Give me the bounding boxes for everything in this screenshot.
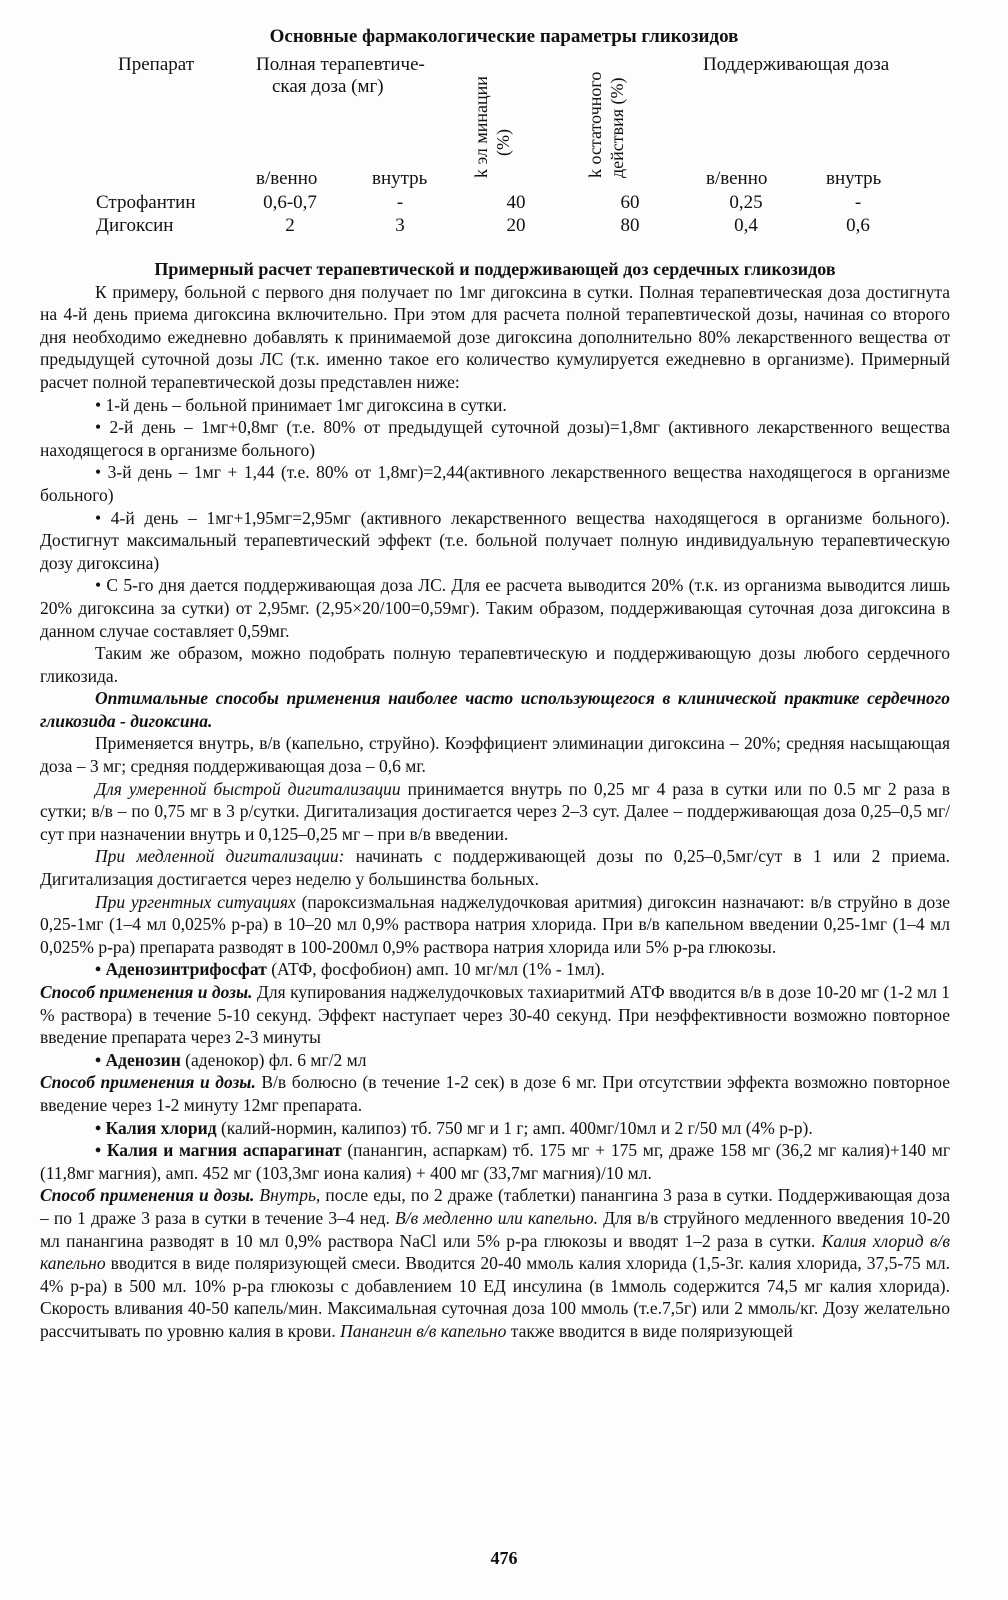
emphasis: При ургентных ситуациях bbox=[95, 891, 296, 912]
header-maintenance-dose: Поддерживающая доза bbox=[703, 54, 890, 75]
cell-full-oral: - bbox=[396, 192, 404, 213]
drug-name: • Калия и магния аспарагинат bbox=[95, 1140, 342, 1161]
table-title: Основные фармакологические параметры гликозидов bbox=[269, 26, 739, 47]
header-maint-oral: внутрь bbox=[826, 168, 882, 189]
cell-k-elim: 40 bbox=[506, 192, 526, 213]
emphasis: Для умеренной быстрой дигитализации bbox=[95, 778, 401, 799]
drug-name: • Калия хлорид bbox=[95, 1117, 217, 1138]
document-body bbox=[40, 258, 950, 1343]
cell-k-elim: 20 bbox=[506, 215, 526, 236]
emphasis: Способ применения и дозы. bbox=[40, 1072, 256, 1093]
header-full-dose-line1: Полная терапевтиче- bbox=[256, 54, 425, 75]
header-oral: внутрь bbox=[372, 168, 428, 189]
bullet-item: • С 5-го дня дается поддерживающая доза ЛС. Для ее расчета выводится 20% (т.к. из организма выводится лишь 20% дигоксина за сутки) от 2,95мг. (2,95×20/100=0,59мг). Таким образом, поддерживающая суточная доза дигоксина в данном случае составляет 0,59мг. bbox=[40, 575, 950, 641]
cell-maint-oral: - bbox=[854, 192, 862, 213]
bullet-item: • 1-й день – больной принимает 1мг дигоксина в сутки. bbox=[95, 394, 507, 415]
cell-k-resid: 80 bbox=[620, 215, 640, 236]
cell-maint-oral: 0,6 bbox=[846, 215, 870, 236]
drug-entry: • Аденозин (аденокор) фл. 6 мг/2 мл bbox=[95, 1049, 367, 1070]
drug-name: • Аденозинтрифосфат bbox=[95, 959, 267, 980]
section-heading: Примерный расчет терапевтической и поддерживающей доз сердечных гликозидов bbox=[154, 259, 836, 279]
cell-full-iv: 2 bbox=[285, 215, 295, 236]
cell-maint-iv: 0,25 bbox=[729, 192, 763, 213]
bullet-item: • 3-й день – 1мг + 1,44 (т.е. 80% от 1,8мг)=2,44(активного лекарственного вещества находящегося в организме больного) bbox=[40, 462, 950, 505]
paragraph: Таким же образом, можно подобрать полную терапевтическую и поддерживающую дозы любого сердечного гликозида. bbox=[40, 643, 950, 686]
header-maint-iv: в/венно bbox=[706, 168, 768, 189]
bullet-item: • 2-й день – 1мг+0,8мг (т.е. 80% от предыдущей суточной дозы)=1,8мг (активного лекарственного вещества находящегося в организме больного) bbox=[40, 417, 950, 460]
paragraph: Способ применения и дозы. Внутрь, после еды, по 2 драже (таблетки) панангина 3 раза в сутки. Поддерживающая доза – по 1 драже 3 раза в сутки в течение 3–4 нед. В/в медленно или капельно. Для в/в струйного медленного введения 10-20 мл панангина разводят в 10 мл 0,9% раствора NaCl или 5% р-ра глюкозы и вводят 1–2 раза в сутки. Калия хлорид в/в капельно вводится в виде поляризующей смеси. Вводится 20-40 ммоль калия хлорида (1,5-3г. калия хлорида, 37,5-75 мл. 4% р-ра) в 500 мл. 10% р-ра глюкозы с добавлением 10 ЕД инсулина (в 1ммоль содержится 74,5 мг калия хлорида). Скорость вливания 40-50 капель/мин. Максимальная суточная доза 100 ммоль (т.е.7,5г) или 2 ммоль/кг. Дозу желательно рассчитывать по уровню калия в крови. Панангин в/в капельно также вводится в виде поляризующей bbox=[40, 1185, 951, 1341]
drug-entry: • Калия и магния аспарагинат (панангин, аспаркам) тб. 175 мг + 175 мг, драже 158 мг (36,2 мг калия)+140 мг (11,8мг магния), амп. 452 мг (103,3мг иона калия) + 400 мг (33,7мг магния)/10 мл. bbox=[40, 1140, 950, 1183]
drug-name: • Аденозин bbox=[95, 1049, 181, 1070]
row-name: Дигоксин bbox=[96, 215, 174, 236]
drug-entry: • Аденозинтрифосфат (АТФ, фосфобион) амп. 10 мг/мл (1% - 1мл). bbox=[95, 959, 605, 980]
header-full-dose-line2: ская доза (мг) bbox=[272, 76, 384, 97]
paragraph: При ургентных ситуациях (пароксизмальная наджелудочковая аритмия) дигоксин назначают: в/в струйно в дозе 0,25-1мг (1–4 мл 0,025% р-ра) в 10–20 мл 0,9% раствора натрия хлорида. При в/в капельном введении 0,25-1мг (1–4 мл 0,025% р-ра) препарата разводят в 100-200мл 0,9% раствора натрия хлорида или 5% р-ра глюкозы. bbox=[40, 891, 950, 957]
cell-full-oral: 3 bbox=[395, 215, 405, 236]
emphasis: Способ применения и дозы. bbox=[40, 982, 253, 1002]
emphasis: При медленной дигитализации: bbox=[95, 846, 345, 867]
cell-maint-iv: 0,4 bbox=[734, 215, 758, 236]
cell-k-resid: 60 bbox=[620, 192, 640, 213]
row-name: Строфантин bbox=[96, 192, 196, 213]
subsection-heading: Оптимальные способы применения наиболее часто использующегося в клинической практике сердечного гликозида - дигоксина. bbox=[40, 688, 950, 731]
paragraph: При медленной дигитализации: начинать с поддерживающей дозы по 0,25–0,5мг/сут в 1 или 2 приема. Дигитализация достигается через неделю у большинства больных. bbox=[40, 846, 951, 890]
paragraph: Для умеренной быстрой дигитализации принимается внутрь по 0,25 мг 4 раза в сутки или по 0.5 мг 2 раза в сутки; в/в – по 0,75 мг в 3 р/сутки. Дигитализация достигается через 2–3 сут. Далее – поддерживающая доза 0,25–0,5 мг/сут при назначении внутрь и 0,125–0,25 мг – при в/в введении. bbox=[40, 778, 950, 844]
paragraph: Способ применения и дозы. В/в болюсно (в течение 1-2 сек) в дозе 6 мг. При отсутствии эффекта возможно повторное введение через 1-2 минуту 12мг препарата. bbox=[40, 1072, 950, 1115]
bullet-item: • 4-й день – 1мг+1,95мг=2,95мг (активного лекарственного вещества находящегося в организме больного). Достигнут максимальный терапевтический эффект (т.е. больной получает полную индивидуальную терапевтическую дозу дигоксина) bbox=[40, 507, 950, 573]
header-iv: в/венно bbox=[256, 168, 318, 189]
cell-full-iv: 0,6-0,7 bbox=[263, 192, 317, 213]
paragraph: Применяется внутрь, в/в (капельно, струйно). Коэффициент элиминации дигоксина – 20%; средняя насыщающая доза – 3 мг; средняя поддерживающая доза – 0,6 мг. bbox=[40, 733, 950, 777]
header-k-elimination: k эл минации (%) bbox=[471, 76, 513, 178]
header-drug: Препарат bbox=[118, 54, 194, 75]
page-number: 476 bbox=[490, 1548, 518, 1568]
emphasis: Способ применения и дозы. bbox=[40, 1185, 255, 1206]
drug-entry: • Калия хлорид (калий-нормин, калипоз) тб. 750 мг и 1 г; амп. 400мг/10мл и 2 г/50 мл (4% р-р). bbox=[95, 1117, 813, 1138]
paragraph: К примеру, больной с первого дня получает по 1мг дигоксина в сутки. Полная терапевтическая доза достигнута на 4-й день приема дигоксина включительно. При этом для расчета полной терапевтической дозы, начиная со второго дня необходимо ежедневно добавлять к принимаемой дозе дигоксина дополнительно 80% лекарственного вещества от предыдущей суточной дозы ЛС (т.к. именно такое его количество кумулируется ежедневно в организме). Примерный расчет полной терапевтической дозы представлен ниже: bbox=[40, 281, 950, 392]
paragraph: Способ применения и дозы. Для купирования наджелудочковых тахиаритмий АТФ вводится в/в в дозе 10-20 мг (1-2 мл 1 % раствора) в течение 5-10 секунд. Эффект наступает через 30-40 секунд. При неэффективности возможно повторное введение препарата через 2-3 минуты bbox=[40, 982, 950, 1048]
header-k-residual: k остаточного действия (%) bbox=[585, 71, 627, 178]
